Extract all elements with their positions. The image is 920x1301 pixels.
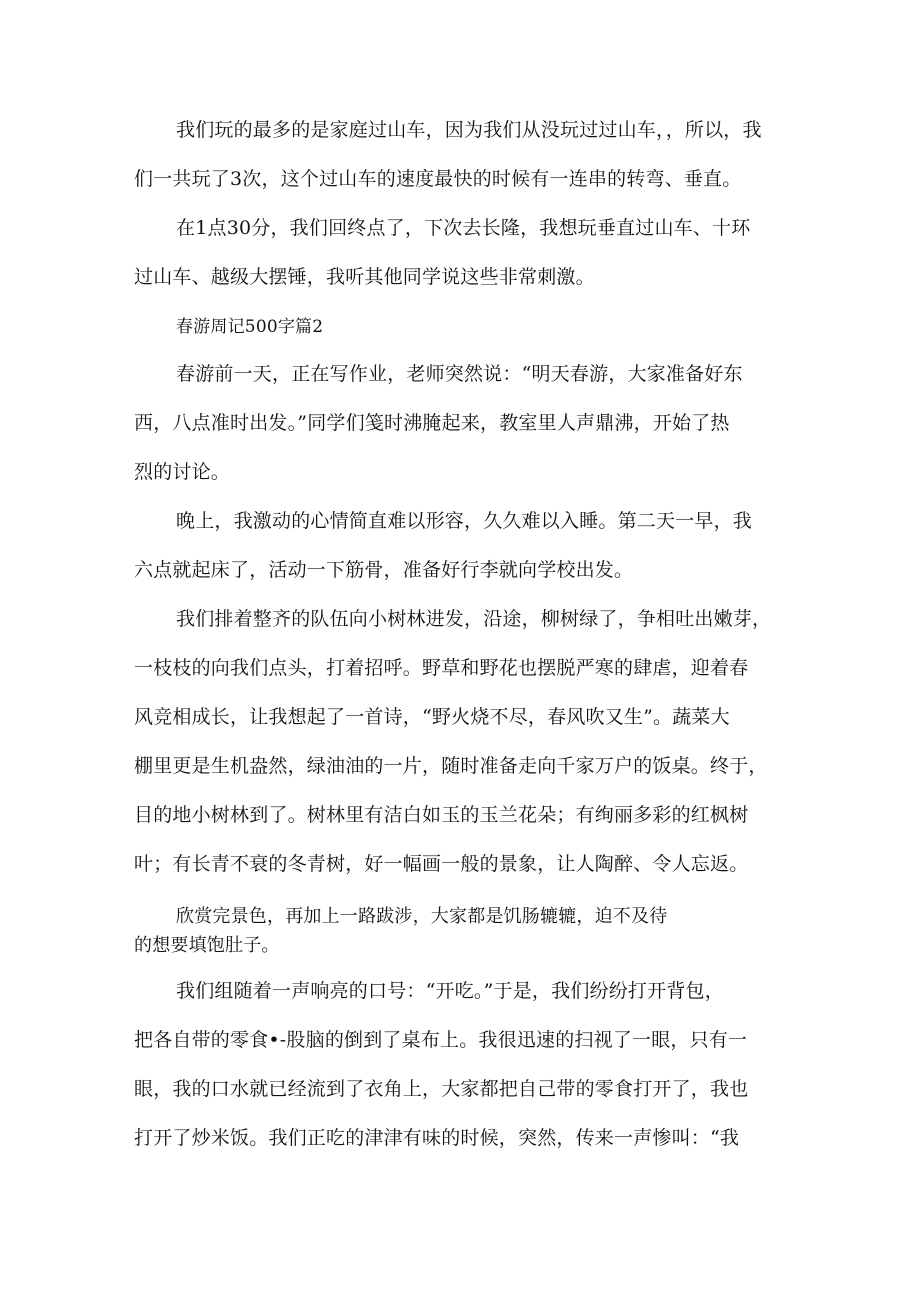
text-line-10: 六点就起床了，活动一下筋骨，准备好行李就向学校出发。 — [134, 559, 634, 581]
text-line-15: 目的地小树林到了。树林里有洁白如玉的玉兰花朵；有绚丽多彩的红枫树 — [134, 804, 749, 826]
text-line-2: 们一共玩了3次，这个过山车的速度最快的时候有一连串的转弯、垂直。 — [134, 168, 742, 190]
section-heading: 春游周记500字篇2 — [176, 317, 324, 337]
text-line-3: 在1点30分，我们回终点了，下次去长隆，我想玩垂直过山车、十环 — [176, 217, 751, 239]
text-line-12: 一枝枝的向我们点头，打着招呼。野草和野花也摆脱严寒的肆虐，迎着春 — [134, 657, 749, 679]
text-line-22: 打开了炒米饭。我们正吃的津津有味的时候，突然，传来一声惨叫：“我 — [134, 1127, 740, 1149]
text-line-7: 西，八点准时出发。”同学们笺时沸腌起来，教室里人声鼎沸，开始了热 — [134, 412, 730, 434]
text-line-18: 的想要填饱肚子。 — [134, 935, 280, 956]
text-line-8: 烈的讨论。 — [134, 461, 231, 483]
text-line-6: 春游前一天，正在写作业，老师突然说：“明天春游，大家准备好东 — [176, 363, 743, 385]
text-line-4: 过山车、越级大摆锤，我听其他同学说这些非常刺激。 — [134, 266, 595, 288]
text-line-14: 棚里更是生机盎然，绿油油的一片，随时准备走向千家万户的饭桌。终于， — [134, 755, 768, 777]
text-line-1: 我们玩的最多的是家庭过山车，因为我们从没玩过过山车，，所以，我 — [176, 119, 762, 141]
text-line-11: 我们排着整齐的队伍向小树林进发，沿途，柳树绿了，争相吐出嫩芽， — [176, 608, 772, 630]
text-line-20: 把各自带的零食•-股脑的倒到了桌布上。我很迅速的扫视了一眼，只有一 — [134, 1029, 748, 1051]
text-line-16: 叶；有长青不衰的冬青树，好一幅画一般的景象，让人陶醉、令人忘返。 — [134, 853, 749, 875]
text-line-9: 晚上，我激动的心情简直难以形容，久久难以入睡。第二天一早，我 — [176, 510, 753, 532]
text-line-21: 眼，我的口水就已经流到了衣角上，大家都把自己带的零食打开了，我也 — [134, 1078, 749, 1100]
text-line-19: 我们组随着一声响亮的口号：“开吃。”于是，我们纷纷打开背包， — [176, 980, 724, 1002]
text-line-17: 欣赏完景色，再加上一路跋涉，大家都是饥肠辘辘，迫不及待 — [176, 906, 668, 927]
text-line-13: 风竞相成长，让我想起了一首诗，“野火烧不尽，春风吹又生”。蔬菜大 — [134, 706, 730, 728]
